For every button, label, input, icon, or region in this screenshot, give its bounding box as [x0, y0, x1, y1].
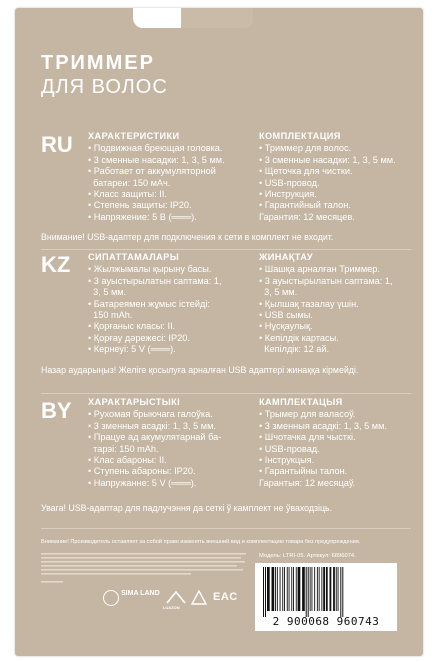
lang-code-by: BY	[41, 398, 72, 423]
kit-line: • USB-провод.	[259, 177, 320, 188]
spec-line: • Класс защиты: II.	[88, 189, 167, 200]
kit-line: • 3 сменные насадки: 1, 3, 5 мм.	[259, 154, 396, 165]
product-title: ТРИММЕР	[41, 52, 155, 74]
spec-line: 150 mAh.	[88, 310, 133, 321]
spec-line: • Жылжымалы қырыну басы.	[88, 264, 212, 275]
note-kz: Назар аударыңыз! Желіге қосылуға арналған USB адаптері жинаққа кірмейді.	[41, 365, 359, 375]
barcode-bars	[255, 567, 397, 619]
product-subtitle: ДЛЯ ВОЛОС	[41, 76, 168, 98]
specs-by	[88, 397, 258, 489]
note-ru: Внимание! USB-адаптер для подключения к сети в комплект не входит.	[41, 232, 334, 242]
kit-line: • Шчотачка для чысткі.	[259, 432, 356, 443]
fine-print	[41, 553, 246, 587]
specs-kz	[88, 252, 258, 356]
kit-line: • Кепілдік картасы.	[259, 332, 339, 343]
kit-line: • Гарантыйны талон.	[259, 466, 348, 477]
kit-line: • Нұсқаулық.	[259, 321, 313, 332]
spec-line: • Ступень абароны: IP20.	[88, 466, 196, 477]
spec-line: • Кернеуі: 5 V (═══).	[88, 344, 176, 355]
kit-line: • USB сымы.	[259, 310, 313, 321]
kit-line: • Инструкция.	[259, 189, 317, 200]
kit-line: • 3 зменныя асадкі: 1, 3, 5 мм.	[259, 420, 387, 431]
spec-line: • Напружанне: 5 V (═══).	[88, 477, 197, 488]
luazon-logo: LUAZON	[163, 605, 180, 610]
model-article: Модель: LTRI-05. Артикул: 6896074.	[259, 553, 356, 559]
sima-land-logo: SIMA LAND	[121, 590, 160, 597]
luazon-logo-icon	[166, 590, 186, 604]
spec-line: • Қорғаныс класы: II.	[88, 321, 176, 332]
spec-line: батареи: 150 мАч.	[88, 177, 171, 188]
spec-line: 3, 5 мм.	[88, 287, 127, 298]
lang-code-kz: KZ	[41, 252, 71, 277]
divider	[41, 249, 411, 250]
specs-heading: ХАРАКТАРЫСТЫКІ	[88, 397, 181, 407]
eac-mark: EAC	[213, 591, 238, 603]
spec-line: • Степень защиты: IP20.	[88, 200, 192, 211]
barcode-number: 2 900068 960743	[272, 615, 380, 628]
kit-ru	[259, 131, 419, 223]
spec-line: • Қорғау дәрежесі: IP20.	[88, 332, 190, 343]
kit-line: • Інструкцыя.	[259, 455, 315, 466]
spec-line: • Клас абароны: II.	[88, 455, 167, 466]
kit-line: • Шашқа арналған Триммер.	[259, 264, 380, 275]
spec-line: • Подвижная бреющая головка.	[88, 143, 223, 154]
spec-line: тарэі: 150 mAh.	[88, 443, 159, 454]
disclaimer: Внимание! Производитель оставляет за собой право изменять внешний вид и комплектацию товара без предупреждения.	[41, 539, 361, 545]
spec-line: • Работает от аккумуляторной	[88, 166, 216, 177]
kit-heading: КАМПЛЕКТАЦЫЯ	[259, 397, 343, 407]
kit-heading: ЖИНАҚТАУ	[259, 252, 314, 262]
barcode	[255, 563, 397, 631]
kit-line: Гарантыя: 12 месяцаў.	[259, 477, 356, 488]
spec-line: • Напряжение: 5 В (═══).	[88, 211, 197, 222]
lang-code-ru: RU	[41, 132, 73, 157]
spec-line: • Працуе ад акумулятарнай ба-	[88, 432, 222, 443]
box-flap	[181, 8, 253, 28]
divider	[41, 393, 411, 394]
specs-ru	[88, 131, 258, 223]
recycle-icon	[191, 590, 207, 606]
kit-line: Кепілдік: 12 ай.	[259, 344, 330, 355]
kit-line: • 3 ауыстырылатын саптама: 1,	[259, 275, 393, 286]
divider	[41, 528, 411, 529]
spec-line: • 3 ауыстырылатын саптама: 1,	[88, 275, 222, 286]
kit-line: • USB-провад.	[259, 443, 320, 454]
specs-heading: ХАРАКТЕРИСТИКИ	[88, 131, 180, 141]
sima-land-logo-icon	[103, 590, 119, 606]
kit-heading: КОМПЛЕКТАЦИЯ	[259, 131, 341, 141]
kit-line: • Триммер для волос.	[259, 143, 352, 154]
spec-line: • Рухомая брыючага галоўка.	[88, 409, 213, 420]
spec-line: • 3 сменные насадки: 1, 3, 5 мм.	[88, 154, 225, 165]
kit-by	[259, 397, 419, 489]
kit-kz	[259, 252, 419, 356]
kit-line: • Трымер для валасоў.	[259, 409, 356, 420]
note-by: Увага! USB-адаптар для падлучэння да сеткі ў камплект не ўваходзіць.	[41, 503, 333, 513]
spec-line: • Батареямен жұмыс істейді:	[88, 298, 210, 309]
logos-row	[41, 588, 251, 618]
kit-line: 3, 5 мм.	[259, 287, 298, 298]
kit-line: • Гарантийный талон.	[259, 200, 351, 211]
kit-line: • Қылшақ тазалау үшін.	[259, 298, 359, 309]
kit-line: • Щеточка для чистки.	[259, 166, 353, 177]
specs-heading: СИПАТТАМАЛАРЫ	[88, 252, 180, 262]
product-box	[15, 8, 423, 656]
kit-line: Гарантия: 12 месяцев.	[259, 211, 355, 222]
spec-line: • 3 зменныя асадкі: 1, 3, 5 мм.	[88, 420, 216, 431]
